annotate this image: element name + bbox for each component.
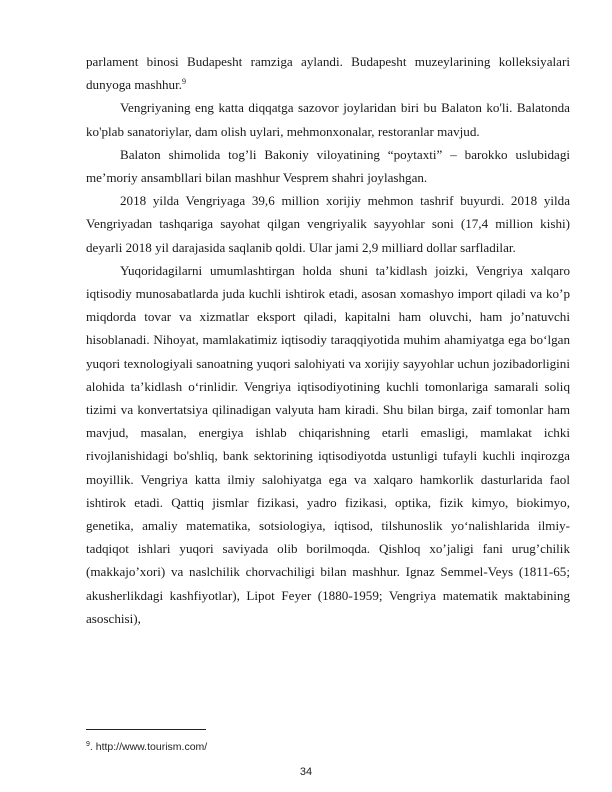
footnote — [86, 741, 207, 753]
paragraph-1-text: parlament binosi Budapesht ramziga aylandi. Budapesht muzeylarining kolleksiyalari dunyoga mashhur. — [86, 54, 570, 93]
paragraph-5: Yuqoridagilarni umumlashtirgan holda shuni ta’kidlash joizki, Vengriya xalqaro iqtisodiy munosabatlarda juda kuchli ishtirok etadi, asosan xomashyo import qiladi va ko’p miqdorda tovar va xizmatlar eksport qiladi, kapitalni ham oluvchi, ham jo’natuvchi hisoblanadi. Nihoyat, mamlakatimiz iqtisodiy taraqqiyotida muhim ahamiyatga ega bo‘lgan yuqori texnologiyali sanoatning yuqori salohiyati va xorijiy sayyohlar uchun jozibadorligini alohida ta’kidlash o‘rinlidir. Vengriya iqtisodiyotining kuchli tomonlariga samarali soliq tizimi va konvertatsiya qilinadigan valyuta ham kiradi. Shu bilan birga, zaif tomonlar ham mavjud, masalan, energiya ishlab chiqarishning etarli emasligi, mamlakat ichki rivojlanishidagi bo'shliq, bank sektorining iqtisodiyotda ustunligi tufayli kuchli inqirozga moyillik. Vengriya katta ilmiy salohiyatga ega va xalqaro hamkorlik dasturlarida faol ishtirok etadi. Qattiq jismlar fizikasi, yadro fizikasi, optika, fizik kimyo, biokimyo, genetika, amaliy matematika, sotsiologiya, iqtisod, tilshunoslik yo‘nalishlarida ilmiy-tadqiqot ishlari yuqori saviyada olib borilmoqda. Qishloq xo’jaligi fani urug’chilik (makkajo’xori) va naslchilik chorvachiligi bilan mashhur. Ignaz Semmel-Veys (1811-65; akusherlikdagi kashfiyotlar), Lipot Feyer (1880-1959; Vengriya matematik maktabining asoschisi), — [86, 262, 570, 626]
footnote-dot: . — [89, 741, 93, 753]
footnote-marker: 9 — [86, 741, 90, 748]
footnote-ref[interactable]: 9 — [182, 77, 187, 87]
footnote-link[interactable]: http://www.tourism.com/ — [95, 741, 208, 753]
paragraph-4: 2018 yilda Vengriyaga 39,6 million xorijiy mehmon tashrif buyurdi. 2018 yilda Vengriyadan tashqariga sayohat qilgan vengriyalik sayyohlar soni (17,4 million kishi) deyarli 2018 yil darajasida saqlanib qoldi. Ular jami 2,9 milliard dollar sarfladilar. — [86, 193, 570, 255]
paragraph-2: Vengriyaning eng katta diqqatga sazovor joylaridan biri bu Balaton ko'li. Balatonda ko'plab sanatoriylar, dam olish uylari, mehmonxonalar, restoranlar mavjud. — [86, 100, 570, 139]
paragraph-3: Balaton shimolida tog’li Bakoniy viloyatining “poytaxti” – barokko uslubidagi me’moriy ansambllari bilan mashhur Vesprem shahri joylashgan. — [86, 146, 570, 186]
paragraph-1 — [86, 50, 570, 96]
footnote-separator — [86, 729, 206, 730]
document-body — [86, 50, 570, 630]
page-number: 34 — [299, 766, 313, 778]
